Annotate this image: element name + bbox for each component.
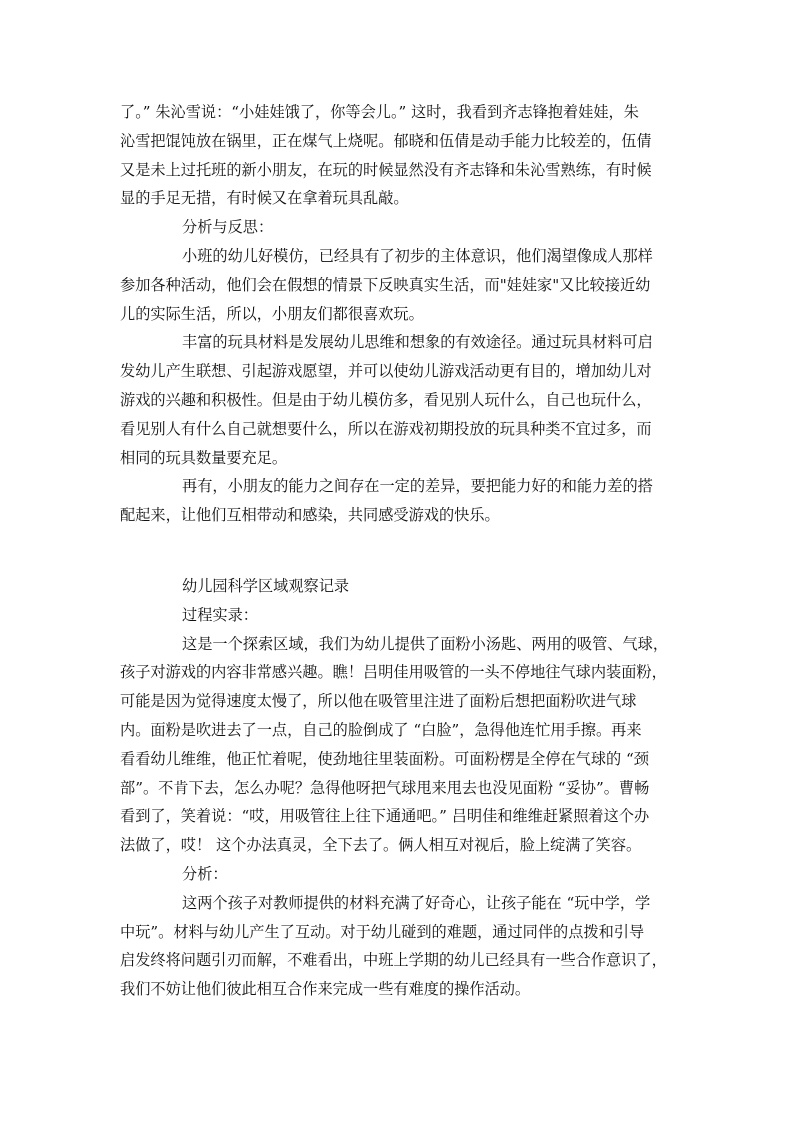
paragraph-line: 可能是因为觉得速度太慢了，所以他在吸管里注进了面粉后想把面粉吹进气球 (120, 692, 637, 711)
paragraph-line: 相同的玩具数量要充足。 (120, 448, 288, 467)
paragraph-line: 又是未上过托班的新小朋友，在玩的时候显然没有齐志锋和朱沁雪熟练，有时候 (120, 160, 652, 179)
paragraph-line: 再有，小朋友的能力之间存在一定的差异，要把能力好的和能力差的搭 (182, 477, 653, 496)
reflection-paragraph-3 (120, 472, 680, 530)
paragraph-line: 看看幼儿维维，他正忙着呢，使劲地往里装面粉。可面粉楞是全停在气球的 “颈 (120, 749, 649, 768)
paragraph-line: 了。” 朱沁雪说：“小娃娃饿了，你等会儿。” 这时，我看到齐志锋抱着娃娃，朱 (120, 103, 639, 121)
paragraph-line: 儿的实际生活，所以，小朋友们都很喜欢玩。 (120, 304, 424, 323)
paragraph-line: 我们不妨让他们彼此相互合作来完成一些有难度的操作活动。 (120, 980, 531, 999)
paragraph-line: 这两个孩子对教师提供的材料充满了好奇心，让孩子能在 “玩中学，学 (182, 893, 651, 912)
paragraph-line: 内。面粉是吹进去了一点，自己的脸倒成了 “白脸”，急得他连忙用手擦。再来 (120, 720, 642, 739)
paragraph-line: 中玩”。材料与幼儿产生了互动。对于幼儿碰到的难题，通过同伴的点拨和引导 (120, 922, 645, 941)
paragraph-line: 看见别人有什么自己就想要什么，所以在游戏初期投放的玩具种类不宜过多，而 (120, 419, 652, 438)
section-title: 幼儿园科学区域观察记录 (182, 576, 350, 595)
paragraph-line: 游戏的兴趣和积极性。但是由于幼儿模仿多，看见别人玩什么，自己也玩什么， (120, 390, 652, 409)
analysis-heading: 分析： (182, 864, 228, 883)
paragraph-line: 这是一个探索区域，我们为幼儿提供了面粉小汤匙、两用的吸管、气球， (182, 634, 668, 653)
paragraph-line: 孩子对游戏的内容非常感兴趣。瞧！吕明佳用吸管的一头不停地往气球内装面粉， (120, 663, 667, 682)
document-page (120, 98, 680, 1004)
paragraph-line: 部”。不肯下去，怎么办呢？急得他呀把气球甩来甩去也没见面粉 “妥协”。曹畅 (120, 778, 650, 797)
reflection-paragraph-1 (120, 242, 680, 328)
paragraph-line: 参加各种活动，他们会在假想的情景下反映真实生活，而"娃娃家"又比较接近幼 (120, 275, 651, 294)
process-record-heading: 过程实录： (182, 605, 258, 624)
paragraph-line: 法做了，哎！ 这个办法真灵，全下去了。俩人相互对视后，脸上绽满了笑容。 (120, 836, 642, 855)
paragraph-line: 显的手足无措，有时候又在拿着玩具乱敲。 (120, 189, 409, 208)
paragraph-line: 丰富的玩具材料是发展幼儿思维和想象的有效途径。通过玩具材料可启 (182, 333, 653, 352)
paragraph-line: 看到了，笑着说：“哎，用吸管往上往下通通吧。” 吕明佳和维维赶紧照着这个办 (120, 807, 650, 826)
process-record-paragraph (120, 630, 680, 860)
paragraph-line: 启发终将问题引刃而解，不难看出，中班上学期的幼儿已经具有一些合作意识了， (120, 951, 667, 970)
reflection-paragraph-2 (120, 328, 680, 472)
paragraph-line: 发幼儿产生联想、引起游戏愿望，并可以使幼儿游戏活动更有目的，增加幼儿对 (120, 362, 652, 381)
paragraph-line: 小班的幼儿好模仿，已经具有了初步的主体意识，他们渴望像成人那样 (182, 246, 653, 265)
observation-narrative (120, 98, 680, 213)
analysis-paragraph (120, 889, 680, 1004)
paragraph-line: 配起来，让他们互相带动和感染，共同感受游戏的快乐。 (120, 506, 500, 525)
analysis-reflection-heading: 分析与反思： (182, 218, 274, 237)
section-spacer (120, 530, 680, 572)
paragraph-line: 沁雪把馄饨放在锅里，正在煤气上烧呢。郁晓和伍倩是动手能力比较差的，伍倩 (120, 131, 652, 150)
